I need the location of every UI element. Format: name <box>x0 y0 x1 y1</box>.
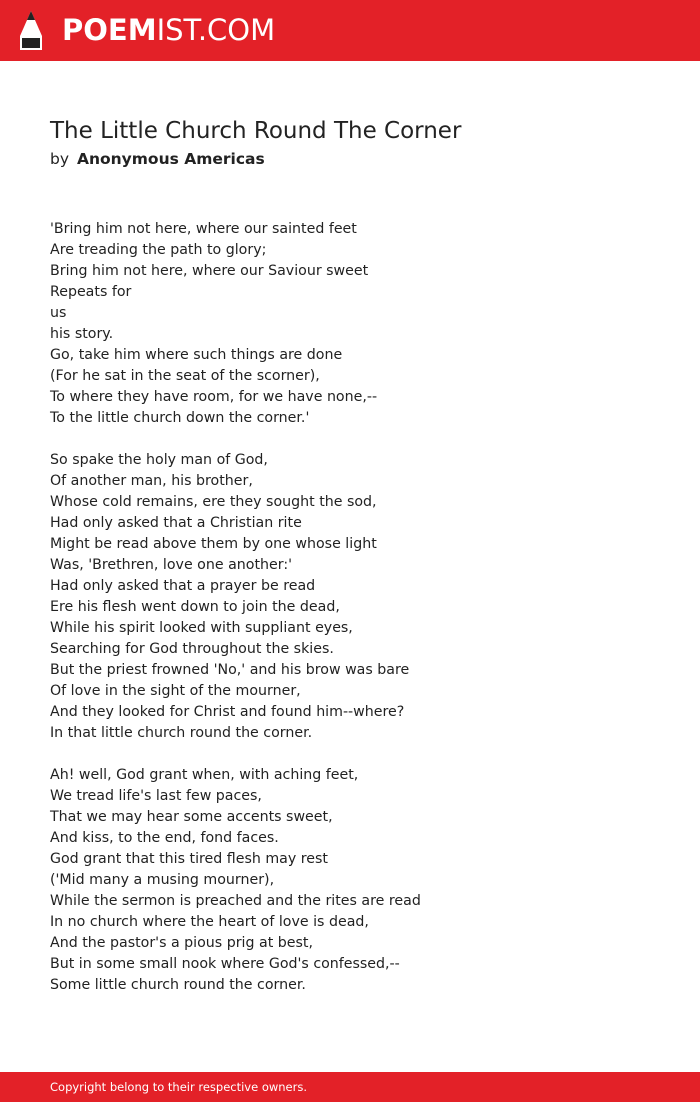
poem-stanza <box>50 450 670 744</box>
poem-line: While his spirit looked with suppliant eyes, <box>50 620 353 636</box>
poem-line: us <box>50 305 67 321</box>
by-label: by <box>50 150 70 168</box>
poem-line: Bring him not here, where our Saviour sweet <box>50 263 369 279</box>
poem-line: To the little church down the corner.' <box>50 410 310 426</box>
poem-line: To where they have room, for we have none,-- <box>50 389 378 405</box>
poem-line: And kiss, to the end, fond faces. <box>50 830 279 846</box>
poem-line: Of love in the sight of the mourner, <box>50 683 301 699</box>
poem-line: Of another man, his brother, <box>50 473 253 489</box>
poem-stanza <box>50 765 670 996</box>
poem-line: So spake the holy man of God, <box>50 452 268 468</box>
poem-line: Repeats for <box>50 284 132 300</box>
poem-line: Had only asked that a Christian rite <box>50 515 302 531</box>
poem-line: But in some small nook where God's confessed,-- <box>50 956 400 972</box>
pencil-tip-icon[interactable] <box>18 10 44 52</box>
poem-line: And they looked for Christ and found him--where? <box>50 704 405 720</box>
poem-line: 'Bring him not here, where our sainted feet <box>50 221 357 237</box>
poem-line: Whose cold remains, ere they sought the sod, <box>50 494 377 510</box>
poem-line: ('Mid many a musing mourner), <box>50 872 275 888</box>
poem-line: Ah! well, God grant when, with aching feet, <box>50 767 359 783</box>
poem-line: Are treading the path to glory; <box>50 242 267 258</box>
brand-bold-text: POEM <box>62 13 157 47</box>
poem-line: Some little church round the corner. <box>50 977 306 993</box>
poem-body <box>50 219 670 1017</box>
poem-line: Might be read above them by one whose light <box>50 536 377 552</box>
poem-author: Anonymous Americas <box>76 150 265 168</box>
poem-stanza <box>50 219 670 429</box>
poem-line: Ere his flesh went down to join the dead, <box>50 599 340 615</box>
site-logo-text[interactable] <box>62 12 275 48</box>
poem-line: But the priest frowned 'No,' and his brow was bare <box>50 662 410 678</box>
poem-line: his story. <box>50 326 114 342</box>
brand-light-text: IST.COM <box>156 13 276 47</box>
poem-title: The Little Church Round The Corner <box>50 118 462 144</box>
poem-line: In that little church round the corner. <box>50 725 313 741</box>
site-header <box>0 0 700 61</box>
poem-line: We tread life's last few paces, <box>50 788 262 804</box>
poem-line: That we may hear some accents sweet, <box>50 809 333 825</box>
poem-line: Searching for God throughout the skies. <box>50 641 334 657</box>
poem-line: Had only asked that a prayer be read <box>50 578 316 594</box>
poem-line: (For he sat in the seat of the scorner), <box>50 368 320 384</box>
poem-byline <box>50 148 265 170</box>
poem-line: Was, 'Brethren, love one another:' <box>50 557 293 573</box>
poem-line: While the sermon is preached and the rites are read <box>50 893 421 909</box>
poem-line: And the pastor's a pious prig at best, <box>50 935 313 951</box>
poem-line: Go, take him where such things are done <box>50 347 343 363</box>
site-footer <box>0 1072 700 1102</box>
poem-line: In no church where the heart of love is dead, <box>50 914 369 930</box>
poem-line: God grant that this tired flesh may rest <box>50 851 328 867</box>
copyright-notice: Copyright belong to their respective owners. <box>50 1080 308 1094</box>
